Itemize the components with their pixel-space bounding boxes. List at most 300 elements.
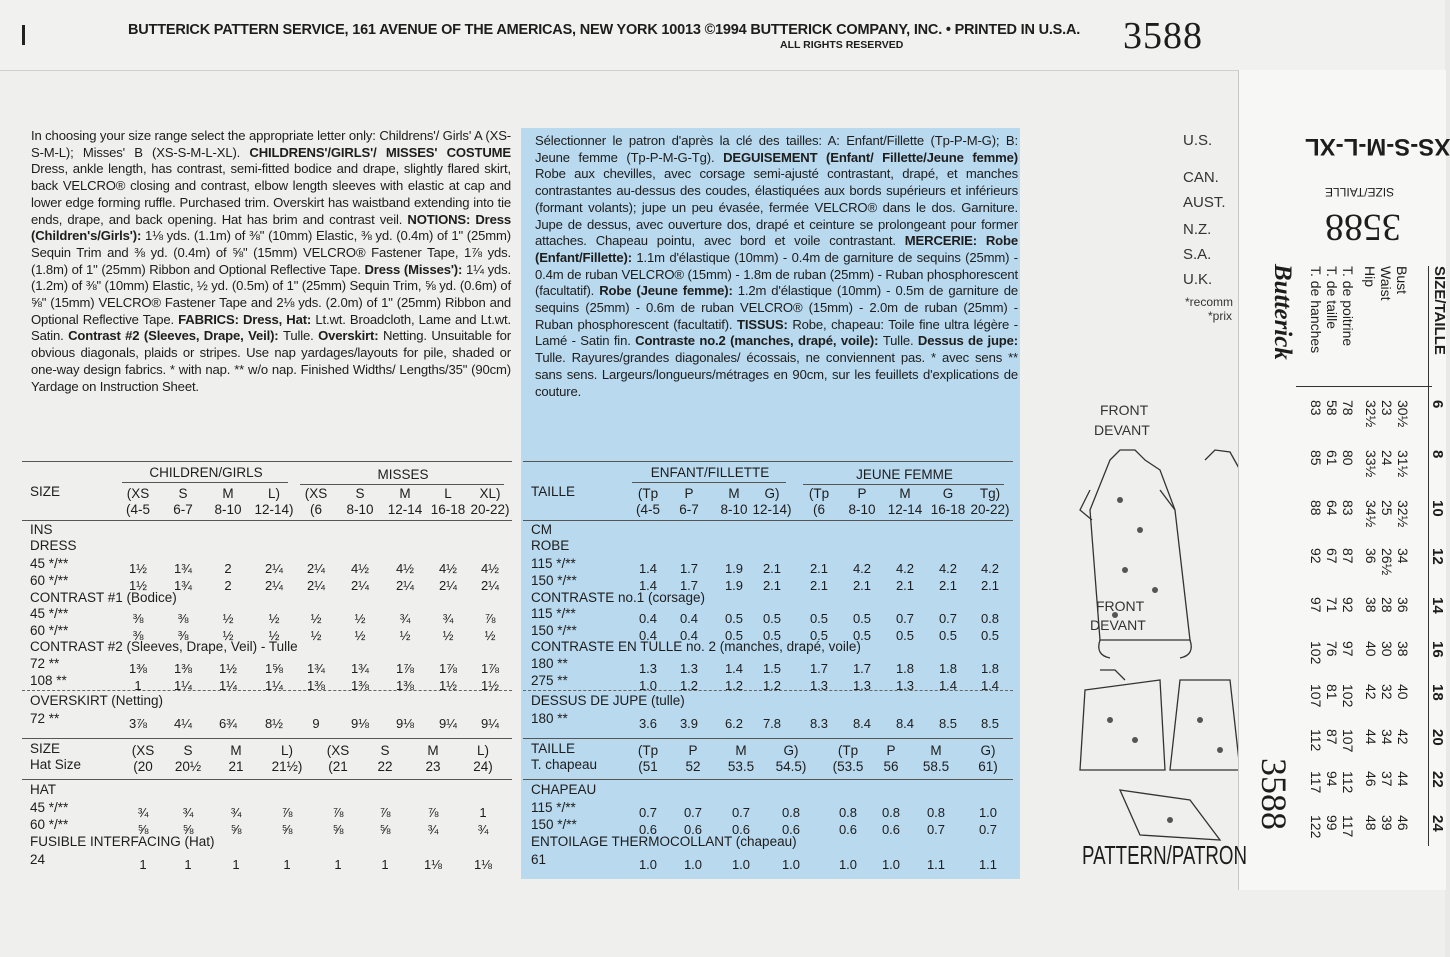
- table_fr-hat-cell: 1.0: [638, 857, 658, 872]
- card-cm-waist: 71: [1324, 597, 1340, 613]
- table_en-cell: 1⅜: [306, 678, 326, 693]
- table_en-size-top: M: [222, 486, 234, 501]
- table_fr-cell: 1.8: [938, 661, 958, 676]
- table_en-hat-bot: 23: [425, 759, 441, 774]
- table_fr-cell: 0.5: [980, 628, 1000, 643]
- table_fr-cell: 0.5: [852, 611, 872, 626]
- french-run: Robe (Jeune femme):: [599, 283, 738, 299]
- table_en-size-top: XL): [479, 486, 501, 501]
- table_fr-cell: 1.3: [895, 678, 915, 693]
- english-description: [31, 128, 511, 395]
- front-label: FRONT: [1100, 402, 1149, 418]
- table_fr-hat-cell: 1.0: [838, 857, 858, 872]
- card-hip: 44: [1363, 729, 1379, 745]
- english-run: Dress (Misses'):: [364, 261, 466, 277]
- french-run: TISSUS:: [737, 316, 793, 332]
- table_fr-hat-bot: 58.5: [922, 759, 950, 774]
- hat-sketch: [1120, 790, 1220, 840]
- country-label: U.K.: [1183, 271, 1213, 288]
- table_en-cell: ½: [222, 628, 234, 643]
- table_fr-cell: 2.1: [895, 578, 915, 593]
- table_fr-hat-cell: 0.7: [731, 805, 751, 820]
- table_fr-row-label: 180 **: [531, 711, 568, 726]
- table_fr-cell: 8.5: [980, 716, 1000, 731]
- table_en-size-top: M: [399, 486, 411, 501]
- table_en-hat-bot: (20: [133, 759, 153, 774]
- table_en-header-rule: [22, 520, 512, 521]
- table_fr-hat-row-label: 61: [531, 852, 547, 867]
- table_fr-cell: 1.3: [638, 661, 658, 676]
- table_en-hat-top: S: [183, 743, 193, 758]
- table_fr-hat-cell: 0.7: [926, 822, 946, 837]
- card-cm-waist: 64: [1324, 500, 1340, 516]
- card-bust: 46: [1395, 815, 1411, 831]
- table_fr-hat-cell: 0.7: [638, 805, 658, 820]
- table_en-row-label: INS: [30, 522, 53, 537]
- table_en-hat-top: M: [230, 743, 242, 758]
- table_fr-dash-1: [523, 690, 1013, 691]
- table_en-row-label: 45 */**: [30, 556, 69, 571]
- table_en-cell: ½: [268, 628, 280, 643]
- table_fr-cell: 1.4: [638, 578, 658, 593]
- card-cm-hip: 97: [1308, 597, 1324, 613]
- card-cm-waist: 67: [1324, 548, 1340, 564]
- table_fr-cell: 2.1: [938, 578, 958, 593]
- table_en-size-label: SIZE: [30, 484, 61, 499]
- table_en-size-bot: 20-22): [470, 502, 510, 517]
- table_fr-hat-cell: 0.6: [638, 822, 658, 837]
- table_fr-hat-cell: 0.8: [838, 805, 858, 820]
- table_en-cell: 2¼: [395, 578, 415, 593]
- table_fr-cell: 2.1: [852, 578, 872, 593]
- table_fr-hat-bot: (53.5: [832, 759, 864, 774]
- table_fr-size-top: G): [764, 486, 780, 501]
- table_en-size-bot: (6: [309, 502, 322, 517]
- table_fr-hat-bot: (51: [638, 759, 658, 774]
- table_fr-cell: 2.1: [809, 561, 829, 576]
- card-size: 24: [1429, 815, 1446, 832]
- table_en-hat-top: L): [476, 743, 489, 758]
- card-waist: 32: [1379, 684, 1395, 700]
- table_fr-size-top: P: [684, 486, 694, 501]
- table_en-cell: ½: [268, 611, 280, 626]
- table_en-hat-cell: ⅝: [182, 822, 194, 837]
- card-cm-hip: 112: [1308, 729, 1324, 752]
- card-waist: 25: [1379, 500, 1395, 516]
- card-cm-bust: 78: [1340, 400, 1356, 416]
- country-label: CAN.: [1183, 169, 1219, 186]
- table_en-hat-cell: 1: [381, 857, 389, 872]
- table_fr-hat-bot: 53.5: [727, 759, 755, 774]
- table_fr-cell: 0.5: [762, 628, 782, 643]
- table_fr-cell: 1.7: [679, 578, 699, 593]
- table_en-cell: 1¾: [173, 578, 193, 593]
- table_en-hat-row-label: 60 */**: [30, 817, 69, 832]
- recommend-note: *recomm: [1185, 295, 1234, 309]
- card-bust: 31½: [1395, 450, 1411, 478]
- table_fr-cell: 2.1: [809, 578, 829, 593]
- table_en-hat-top: L): [280, 743, 293, 758]
- table_en-cell: 1¾: [350, 661, 370, 676]
- card-cm-waist: 99: [1324, 815, 1340, 831]
- table_en-cell: 2¼: [306, 561, 326, 576]
- table_fr-hat-top: (Tp: [837, 743, 859, 758]
- table_fr-hat-cell: 1.1: [978, 857, 998, 872]
- table_en-cell: 2¼: [264, 578, 284, 593]
- table_en-hat-cell: ¾: [427, 822, 439, 837]
- card-size: 18: [1429, 684, 1446, 701]
- table_fr-hat-cell: 0.6: [881, 822, 901, 837]
- table_en-hat-top: (XS: [131, 743, 155, 758]
- card-cm-bust: 80: [1340, 450, 1356, 466]
- table_fr-hat-bot: 56: [883, 759, 899, 774]
- table_en-hat-bot: 21: [228, 759, 244, 774]
- table_en-cell: 1⅞: [438, 661, 458, 676]
- french-run: Tulle. Rayures/grandes diagonales/ écossais, ne conviennent pas. * avec sens ** sans sens.: [535, 350, 1018, 382]
- table_en-cell: 9⅛: [350, 716, 370, 731]
- table_en-hat-cell: ¾: [230, 805, 242, 820]
- table_fr-hat-header-rule: [523, 779, 1013, 780]
- table_en-row-label: OVERSKIRT (Netting): [30, 693, 164, 708]
- table_en-cell: 1⅜: [350, 678, 370, 693]
- table_fr-size-bot: 12-14: [887, 502, 923, 517]
- table_fr-cell: 0.5: [809, 628, 829, 643]
- table_en-cell: 9¼: [438, 716, 458, 731]
- table_fr-cell: 1.0: [638, 678, 658, 693]
- table_en-row-label: CONTRAST #1 (Bodice): [30, 590, 177, 605]
- french-run: 1.2m d'élastique (10mm) - 0.5m de garniture de sequins (25mm) - 0.6m de ruban VELCRO® (15mm) - 2.0m de ruban (25mm) - Ruban phosphorescent (facultatif).: [535, 283, 1018, 332]
- country-label: U.S.: [1183, 132, 1213, 149]
- table_fr-group-misses: JEUNE FEMME: [856, 467, 953, 482]
- table_fr-row-label: 115 */**: [531, 606, 576, 621]
- card-cm-bust: 97: [1340, 641, 1356, 657]
- size-range: XS-S-M-L-XL: [1305, 133, 1450, 160]
- table_fr-hat-top: (Tp: [637, 743, 659, 758]
- card-waist: 24: [1379, 450, 1395, 466]
- table_en-size-top: (XS: [304, 486, 328, 501]
- card-hip: 32½: [1363, 400, 1379, 428]
- table_fr-hat-cell: 0.6: [781, 822, 801, 837]
- english-run: In choosing your size range select the appropriate letter only: Childrens'/ Girls' A (XS-S-M-L); Misses' B (XS-S-M-L-XL).: [31, 128, 511, 160]
- english-run: 1⅛ yds. (1.1m) of ⅜" (10mm) Elastic, ⅜ yd. (0.4m) of 1" (25mm) Sequin Trim and ⅜ yd. (0.4m) of ⅝" (15mm) VELCRO® Fastener Tape, 1⅞ yds. (1.8m) of 1" (25mm) Ribbon and Optional Reflective Tape.: [31, 228, 511, 277]
- table_fr-size-top: G: [942, 486, 954, 501]
- table_fr-hat-cell: 1.1: [926, 857, 946, 872]
- table_fr-cell: 3.9: [679, 716, 699, 731]
- table_fr-cell: 0.5: [724, 611, 744, 626]
- table_fr-cell: 6.2: [724, 716, 744, 731]
- table_fr-cell: 1.2: [724, 678, 744, 693]
- country-label: N.Z.: [1183, 221, 1212, 238]
- rights-line: ALL RIGHTS RESERVED: [780, 39, 904, 51]
- table_fr-row-label: 150 */**: [531, 623, 577, 638]
- table_fr-size-bot: 8-10: [720, 502, 748, 517]
- table_fr-hat-bot: 52: [685, 759, 701, 774]
- english-run: FABRICS: Dress, Hat:: [178, 311, 316, 327]
- french-run: DEGUISEMENT (Enfant/ Fillette/Jeune femme): [723, 149, 1018, 165]
- table_en-row-label: 60 */**: [30, 623, 69, 638]
- card-size: 8: [1429, 450, 1446, 459]
- table_fr-size-top: (Tp: [808, 486, 830, 501]
- table_fr-cell: 2.1: [762, 578, 782, 593]
- table_fr-cell: 1.4: [638, 561, 658, 576]
- table_en-hat-cell: ⅞: [281, 805, 293, 820]
- table_fr-row-label: 180 **: [531, 656, 568, 671]
- table_fr-cell: 1.3: [852, 678, 872, 693]
- table_fr-cell: 1.2: [679, 678, 699, 693]
- table_fr-hat-cell: 1.0: [978, 805, 998, 820]
- french-description: [535, 133, 1018, 400]
- table_fr-size-label: TAILLE: [531, 484, 576, 499]
- table_fr-size-bot: (6: [812, 502, 825, 517]
- french-run: Tulle.: [882, 333, 918, 349]
- table_en-cell: 4½: [350, 561, 370, 576]
- card-cm-hip: 107: [1308, 684, 1324, 708]
- card-waist: 34: [1379, 729, 1395, 745]
- table_en-hat-cell: 1: [139, 857, 147, 872]
- table_fr-cell: 1.4: [980, 678, 1000, 693]
- table_fr-cell: 2.1: [980, 578, 1000, 593]
- table_fr-cell: 0.5: [809, 611, 829, 626]
- table_en-cell: 1¼: [218, 678, 238, 693]
- devant-label: DEVANT: [1094, 422, 1150, 438]
- table_en-size-top: L): [267, 486, 280, 501]
- table_fr-cell: 0.7: [895, 611, 915, 626]
- table_fr-size-bot: (4-5: [635, 502, 660, 517]
- table_fr-hat-cell: 1.0: [881, 857, 901, 872]
- english-run: Dress, ankle length, has contrast, semi-fitted bodice and drape, slightly flared skirt, back VELCRO® closing and contrast, elbow length sleeves with elastic at cap and lower edge forming ruffle. Purchased trim. Overskirt has waistband extending into tie ends, drape, and back opening. Hat has brim and contrast veil.: [31, 161, 511, 227]
- table_en-cell: 4½: [480, 561, 500, 576]
- table_en-hat-cell: ⅝: [379, 822, 391, 837]
- table_en-group-misses: MISSES: [377, 467, 429, 482]
- card-cm-hip: 88: [1308, 500, 1324, 516]
- card-size: 10: [1429, 500, 1446, 517]
- table_fr-hat-cell: 1.0: [683, 857, 703, 872]
- table_fr-hat-top: G): [783, 743, 799, 758]
- card-hip: 48: [1363, 815, 1379, 831]
- french-run: Largeurs/longueurs/métrages en 90cm, sur les feuillets d'explications de couture.: [535, 366, 1018, 399]
- table_en-hat-cell: ⅞: [427, 805, 439, 820]
- overskirt-sketch-2: [1170, 680, 1240, 770]
- table_en-hat-cell: ¾: [182, 805, 194, 820]
- table_en-size-bot: 6-7: [173, 502, 193, 517]
- card-cm-bust: 92: [1340, 597, 1356, 613]
- card-bottom-number: 3588: [1254, 758, 1294, 830]
- country-label: AUST.: [1183, 194, 1226, 211]
- table_fr-size-bot: 12-14): [752, 502, 792, 517]
- card-cm-bust: 83: [1340, 500, 1356, 516]
- table_fr-hat-bot: 61): [978, 759, 998, 774]
- table_en-cell: 6¾: [218, 716, 238, 731]
- table_fr-hat-cell: 0.8: [781, 805, 801, 820]
- table_fr-hat-cell: 0.7: [978, 822, 998, 837]
- card-size: 12: [1429, 548, 1446, 565]
- table_fr-cell: 1.9: [724, 561, 744, 576]
- size-col-header: SIZE/TAILLE: [1431, 266, 1448, 355]
- table_en-cell: ¾: [399, 611, 411, 626]
- table_fr-cell: 1.8: [980, 661, 1000, 676]
- card-cm-bust: 87: [1340, 548, 1356, 564]
- table_fr-cell: 8.4: [852, 716, 872, 731]
- table_en-cell: 1⅜: [173, 661, 193, 676]
- table_fr-cell: 1.3: [809, 678, 829, 693]
- table_en-cell: ½: [484, 628, 496, 643]
- table_en-cell: 1⅝: [264, 661, 284, 676]
- card-bust: 42: [1395, 729, 1411, 745]
- card-cm-hip: 117: [1308, 771, 1324, 794]
- table_fr-hat-top: P: [886, 743, 896, 758]
- card-waist: 37: [1379, 771, 1395, 787]
- table_en-cell: ½: [354, 628, 366, 643]
- table_fr-hat-top: M: [930, 743, 942, 758]
- table_fr-cell: 1.4: [938, 678, 958, 693]
- card-cm-waist: 61: [1324, 450, 1340, 466]
- table_fr-cell: 0.4: [679, 611, 699, 626]
- table_en-cell: ½: [399, 628, 411, 643]
- table_fr-cell: 0.4: [638, 611, 658, 626]
- table_en-cell: 4¼: [173, 716, 193, 731]
- table_en-dash-1: [22, 690, 512, 691]
- garment-illustrations: [1080, 440, 1240, 860]
- table_fr-hat-top: P: [688, 743, 698, 758]
- table_en-group-rule-1: [122, 482, 288, 483]
- card-size: 20: [1429, 729, 1446, 746]
- english-run: 1¼ yds. (1.2m) of ⅜" (10mm) Elastic, ½ yd. (0.5m) of 1" (25mm) Sequin Trim, ⅝ yd. (0.6m) of ⅝" (15mm) VELCRO® Fastener Tape and 2⅛ yds. (2.0m) of 1" (25mm) Ribbon and Optional Reflective Tape.: [31, 261, 511, 327]
- front-label: FRONT: [1096, 598, 1145, 614]
- table_en-cell: 1: [134, 678, 142, 693]
- table_fr-cell: 4.2: [938, 561, 958, 576]
- table_en-cell: 2: [224, 561, 232, 576]
- table_en-cell: 9: [312, 716, 320, 731]
- table_fr-cell: 0.5: [724, 628, 744, 643]
- table_en-hat-size-label2: Hat Size: [30, 757, 82, 772]
- table_fr-cell: 0.5: [762, 611, 782, 626]
- table_en-cell: 2¼: [306, 578, 326, 593]
- table_en-size-top: L: [444, 486, 452, 501]
- table_fr-cell: 8.5: [938, 716, 958, 731]
- card-cm-hip: 83: [1308, 400, 1324, 416]
- card-cm-waist: 94: [1324, 771, 1340, 787]
- table_en-cell: ½: [442, 628, 454, 643]
- table_fr-row-label: 115 */**: [531, 556, 576, 571]
- table_en-cell: 9⅛: [395, 716, 415, 731]
- table_fr-hat-cell: 0.8: [881, 805, 901, 820]
- table_fr-cell: 0.5: [938, 628, 958, 643]
- table_fr-size-top: M: [899, 486, 911, 501]
- table_fr-group-children: ENFANT/FILLETTE: [650, 465, 770, 480]
- table_en-group-children: CHILDREN/GIRLS: [149, 465, 263, 480]
- table_fr-row-label: ROBE: [531, 538, 570, 553]
- table_fr-row-label: DESSUS DE JUPE (tulle): [531, 693, 685, 708]
- table_en-hat-cell: ⅝: [332, 822, 344, 837]
- table_fr-hat-row-label: 115 */**: [531, 800, 576, 815]
- table_en-hat-cell: ¾: [137, 805, 149, 820]
- table_fr-size-top: M: [728, 486, 740, 501]
- french-run: Contraste no.2 (manches, drapé, voile):: [635, 333, 883, 349]
- french-run: 1.1m d'élastique (10mm) - 0.4m de garniture de sequins (25mm) - 0.4m de ruban VELCRO® (15mm) - 1.8m de ruban (25mm) - Ruban phosphorescent (facultatif).: [535, 249, 1019, 299]
- table_en-cell: 4½: [438, 561, 458, 576]
- card-cm-waist: 87: [1324, 729, 1340, 745]
- table_en-row-label: 72 **: [30, 711, 60, 726]
- card-bust: 30½: [1395, 400, 1411, 428]
- table_fr-size-bot: 16-18: [930, 502, 966, 517]
- card-cm-waist: 58: [1324, 400, 1340, 416]
- table_en-hat-bot: 24): [473, 759, 493, 774]
- table_fr-hat-bot: 54.5): [775, 759, 807, 774]
- recommend-note: *prix: [1208, 309, 1233, 323]
- table_en-row-label: 60 */**: [30, 573, 69, 588]
- card-size: 16: [1429, 641, 1446, 658]
- card-bust: 40: [1395, 684, 1411, 700]
- table_fr-cell: 8.4: [895, 716, 915, 731]
- table_en-cell: 2¼: [438, 578, 458, 593]
- table_en-cell: ⅜: [132, 628, 144, 643]
- card-bust: 32½: [1395, 500, 1411, 528]
- table_fr-cell: 4.2: [852, 561, 872, 576]
- table_fr-cell: 1.7: [679, 561, 699, 576]
- table_fr-hat-cell: 1.0: [731, 857, 751, 872]
- table_en-hat-rule: [22, 738, 512, 739]
- table_fr-cell: 1.9: [724, 578, 744, 593]
- table_en-row-label: CONTRAST #2 (Sleeves, Drape, Veil) - Tulle: [30, 639, 298, 654]
- table_fr-cell: 8.3: [809, 716, 829, 731]
- card-waist: 26½: [1379, 548, 1395, 576]
- french-run: Robe aux chevilles, avec corsage semi-ajusté contrastant, drapé, et manches contrastantes au-dessus des coudes, élastiquées aux bords supérieurs et inférieurs (formant volants); jupe un peu évasée, fermée VELCRO® dans le dos. Garniture. Jupe de dessus, avec ouverture dos, drapé et ceinture se prolongeant pour former attaches. Chapeau pointu, avec bord et voile contrastant.: [535, 166, 1018, 249]
- brand-name: Butterick: [1269, 264, 1296, 360]
- publisher-line: BUTTERICK PATTERN SERVICE, 161 AVENUE OF THE AMERICAS, NEW YORK 10013 ©1994 BUTTERICK COMPANY, INC. • PRINTED IN U.S.A.: [128, 22, 1081, 38]
- card-hip: 38: [1363, 597, 1379, 613]
- table_fr-hat-size-label2: T. chapeau: [531, 757, 598, 772]
- table_en-cell: 1⅜: [128, 661, 148, 676]
- table_fr-row-label: 150 */**: [531, 573, 577, 588]
- table_fr-size-top: (Tp: [637, 486, 659, 501]
- card-waist: 30: [1379, 641, 1395, 657]
- card-label-fr: T. de hanches: [1308, 266, 1324, 354]
- french-run: MERCERIE: Robe (Enfant/Fillette):: [535, 233, 1018, 265]
- table_en-cell: 2¼: [480, 578, 500, 593]
- overskirt-sketch-1: [1080, 680, 1165, 770]
- table_en-hat-bot: 21½): [271, 759, 303, 774]
- table_en-size-bot: 12-14): [254, 502, 294, 517]
- table_en-cell: 1¼: [264, 678, 284, 693]
- table_fr-hat-cell: 0.6: [838, 822, 858, 837]
- table_en-hat-header-rule: [22, 779, 512, 780]
- card-cm-waist: 76: [1324, 641, 1340, 657]
- table_fr-cell: 0.7: [938, 611, 958, 626]
- table_en-cell: 2¼: [264, 561, 284, 576]
- card-cm-bust: 107: [1340, 729, 1356, 753]
- card-label-en: Waist: [1378, 266, 1394, 301]
- table_fr-cell: 0.5: [852, 628, 872, 643]
- card-label-en: Bust: [1394, 266, 1410, 295]
- table_en-size-bot: 8-10: [346, 502, 374, 517]
- table_fr-cell: 0.5: [895, 628, 915, 643]
- table_fr-cell: 3.6: [638, 716, 658, 731]
- table_en-hat-top: (XS: [326, 743, 350, 758]
- table_en-cell: 1½: [218, 661, 238, 676]
- card-size: 14: [1429, 597, 1446, 614]
- english-run: Overskirt:: [318, 328, 383, 344]
- table_fr-cell: 4.2: [980, 561, 1000, 576]
- table_en-cell: 1⅜: [395, 678, 415, 693]
- table_en-hat-cell: ¾: [477, 822, 489, 837]
- table_fr-header-rule: [523, 520, 1013, 521]
- table_en-cell: 1⅞: [395, 661, 415, 676]
- table_fr-row-label: CONTRASTE no.1 (corsage): [531, 590, 706, 605]
- table_fr-size-bot: 8-10: [848, 502, 876, 517]
- table_en-size-bot: 12-14: [387, 502, 423, 517]
- table_en-size-top: S: [355, 486, 365, 501]
- table_fr-size-bot: 20-22): [970, 502, 1010, 517]
